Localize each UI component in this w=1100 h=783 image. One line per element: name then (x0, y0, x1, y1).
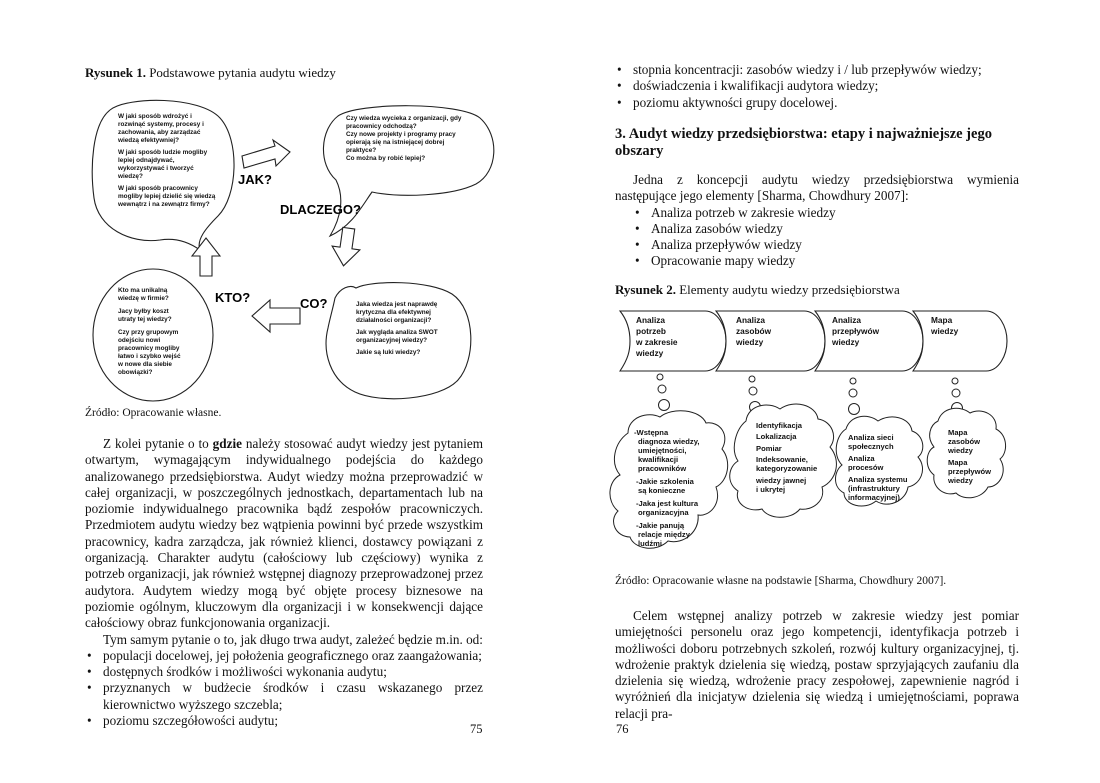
svg-text:utraty tej wiedzy?: utraty tej wiedzy? (118, 316, 172, 323)
svg-text:-Jakie panują: -Jakie panują (636, 521, 685, 530)
list-item: • dostępnych środków i możliwości wykonania audytu; (85, 664, 483, 680)
svg-text:obowiązki?: obowiązki? (118, 369, 153, 376)
right-intro-block (615, 172, 1019, 270)
svg-text:Analiza: Analiza (736, 315, 766, 325)
elements-list (615, 205, 1019, 270)
svg-text:ludźmi: ludźmi (638, 539, 663, 548)
svg-text:Co można by robić lepiej?: Co można by robić lepiej? (346, 155, 426, 162)
left-body-text (85, 436, 483, 729)
svg-text:przepływów: przepływów (948, 467, 992, 476)
svg-text:Kto ma unikalną: Kto ma unikalną (118, 287, 168, 294)
svg-text:organizacyjnej wiedzy?: organizacyjnej wiedzy? (356, 337, 428, 344)
svg-text:i ukrytej: i ukrytej (756, 485, 786, 494)
svg-text:Jacy byłby koszt: Jacy byłby koszt (118, 308, 169, 315)
right-page (550, 0, 1100, 783)
svg-text:krytyczna dla efektywnej: krytyczna dla efektywnej (356, 309, 431, 316)
right-bottom-paragraph: Celem wstępnej analizy potrzeb w zakresie wiedzy jest pomiar umiejętności personelu oraz jego kompetencji, identyfikacja potrzeb i możliwości doboru potrzebnych szkoleń, rozwój kultury organizacyjnej, tj. wdrożenie praktyk dzielenia się wiedzą, postaw sprzyjających zaufaniu dla dzielenia się wiedzą, wdrożenie pracy zespołowej, zapewnienie nagród i wyróżnień dla inicjatyw dzielenia się wiedzą i umiejętnościami, poprawa relacji pra- (615, 608, 1019, 721)
figure2-source: Źródło: Opracowanie własne na podstawie [Sharma, Chowdhury 2007]. (615, 575, 947, 587)
svg-text:kategoryzowanie: kategoryzowanie (756, 464, 818, 473)
svg-text:wiedzy: wiedzy (832, 337, 860, 347)
stage-2-shape (716, 311, 825, 371)
figure1-caption (85, 65, 336, 81)
svg-text:diagnoza wiedzy,: diagnoza wiedzy, (638, 437, 700, 446)
svg-text:umiejętności,: umiejętności, (638, 446, 687, 455)
svg-text:Analiza: Analiza (832, 315, 862, 325)
svg-text:pracownicy mogliby: pracownicy mogliby (118, 345, 180, 352)
svg-text:wiedzy: wiedzy (931, 326, 959, 336)
svg-text:opierają się na istniejącej do: opierają się na istniejącej dobrej (346, 139, 445, 146)
svg-text:W jaki sposób pracownicy: W jaki sposób pracownicy (118, 185, 198, 192)
figure1-caption-text: Podstawowe pytania audytu wiedzy (145, 65, 336, 80)
svg-text:zachowania, aby zarządzać: zachowania, aby zarządzać (118, 129, 201, 136)
list-item: • Analiza przepływów wiedzy (633, 237, 1019, 253)
left-paragraph-1: Z kolei pytanie o to gdzie należy stosować audyt wiedzy jest pytaniem otwartym, wymagającym indywidualnego podejścia do każdego analizowanego przedsiębiorstwa. Audyt wiedzy można przeprowadzić w całej organizacji, w poszczególnych jednostkach, departamentach lub na poziomie indywidualnego pracownika bądź zespołów pracowniczych. Przedmiotem audytu wiedzy bez wątpienia powinni być przede wszystkim pracownicy, kadra zarządcza, jak również klienci, dostawcy powiązani z organizacją. Charakter audytu (całościowy lub częściowy) wynika z potrzeb organizacji, jak również wstępnej diagnozy przeprowadzonej przez audytora. Audytem wiedzy mogą być objęte procesy biznesowe na poziomie ogólnym, kluczowym dla organizacji i w konsekwencji dające całościowy obraz funkcjonowania organizacji. (85, 436, 483, 631)
svg-text:-Jakie szkolenia: -Jakie szkolenia (636, 477, 694, 486)
list-item: • Analiza zasobów wiedzy (633, 221, 1019, 237)
page-number-left: 75 (470, 722, 483, 736)
arrow-jak-to-dlaczego (242, 140, 290, 168)
svg-text:procesów: procesów (848, 463, 884, 472)
svg-text:mogliby lepiej dzielić się wie: mogliby lepiej dzielić się wiedzą (118, 193, 216, 200)
svg-text:pracownicy odchodzą?: pracownicy odchodzą? (346, 123, 417, 130)
figure1-source: Źródło: Opracowanie własne. (85, 407, 222, 419)
svg-text:Czy nowe projekty i programy p: Czy nowe projekty i programy pracy (346, 131, 456, 138)
svg-text:wykorzystywać i tworzyć: wykorzystywać i tworzyć (118, 165, 194, 172)
list-item: • populacji docelowej, jej położenia geograficznego oraz zaangażowania; (85, 648, 483, 664)
svg-text:zasobów: zasobów (948, 437, 981, 446)
label-jak: JAK? (238, 172, 272, 187)
svg-text:wiedzy: wiedzy (636, 348, 664, 358)
section-heading: 3. Audyt wiedzy przedsiębiorstwa: etapy i najważniejsze jego obszary (615, 126, 992, 159)
svg-text:Mapa: Mapa (931, 315, 953, 325)
svg-text:w nowe dla siebie: w nowe dla siebie (118, 361, 172, 368)
list-item: • Opracowanie mapy wiedzy (633, 253, 1019, 269)
figure1-diagram (0, 88, 550, 408)
figure2-caption (615, 282, 900, 298)
svg-text:wiedzy: wiedzy (736, 337, 764, 347)
svg-text:Analiza: Analiza (636, 315, 666, 325)
svg-text:wiedzy: wiedzy (948, 446, 973, 455)
svg-text:(infrastruktury: (infrastruktury (848, 484, 900, 493)
svg-text:przepływów: przepływów (832, 326, 880, 336)
svg-text:praktyce?: praktyce? (346, 147, 377, 154)
left-paragraph-2: Tym samym pytanie o to, jak długo trwa audyt, zależeć będzie m.in. od: (103, 631, 483, 647)
svg-text:kwalifikacji: kwalifikacji (638, 455, 679, 464)
svg-text:relacje między: relacje między (638, 530, 690, 539)
figure1-caption-number: Rysunek 1. (85, 65, 146, 80)
figure2-caption-number: Rysunek 2. (615, 282, 676, 297)
svg-text:wiedzę w firmie?: wiedzę w firmie? (118, 295, 169, 302)
svg-text:Czy przy grupowym: Czy przy grupowym (118, 329, 179, 336)
left-bullet-list (85, 648, 483, 729)
svg-text:wiedzy jawnej: wiedzy jawnej (756, 476, 807, 485)
label-kto: KTO? (215, 290, 251, 305)
svg-text:wiedzy: wiedzy (948, 476, 973, 485)
svg-text:Analiza systemu: Analiza systemu (848, 475, 908, 484)
svg-text:organizacyjna: organizacyjna (638, 508, 689, 517)
svg-text:społecznych: społecznych (848, 442, 894, 451)
svg-text:Identyfikacja: Identyfikacja (756, 421, 803, 430)
list-item: • przyznanych w budżecie środków i czasu wskazanego przez kierownictwo wyższego szczebla; (85, 680, 483, 713)
svg-text:wiedzę?: wiedzę? (118, 173, 143, 180)
list-item: • poziomu aktywności grupy docelowej. (615, 95, 1015, 111)
list-item: • doświadczenia i kwalifikacji audytora wiedzy; (615, 78, 1015, 94)
svg-text:są konieczne: są konieczne (638, 486, 686, 495)
svg-text:-Wstępna: -Wstępna (634, 428, 669, 437)
svg-text:Analiza sieci: Analiza sieci (848, 433, 894, 442)
figure2-diagram (550, 305, 1100, 565)
svg-text:Indeksowanie,: Indeksowanie, (756, 455, 808, 464)
svg-text:zasobów: zasobów (736, 326, 772, 336)
svg-text:informacyjnej): informacyjnej) (848, 493, 900, 502)
label-co: CO? (300, 296, 328, 311)
list-item: • stopnia koncentracji: zasobów wiedzy i / lub przepływów wiedzy; (615, 62, 1015, 78)
svg-text:rozwinąć systemy, procesy i: rozwinąć systemy, procesy i (118, 121, 204, 128)
arrow-co-to-kto (252, 300, 300, 332)
svg-text:pracowników: pracowników (638, 464, 687, 473)
svg-text:Jaka wiedza jest naprawdę: Jaka wiedza jest naprawdę (356, 301, 438, 308)
svg-text:odejściu nowi: odejściu nowi (118, 337, 161, 344)
svg-text:działalności organizacji?: działalności organizacji? (356, 317, 432, 324)
svg-text:Lokalizacja: Lokalizacja (756, 432, 797, 441)
list-item: • poziomu szczegółowości audytu; (85, 713, 483, 729)
svg-text:Pomiar: Pomiar (756, 444, 782, 453)
svg-text:W jaki sposób wdrożyć i: W jaki sposób wdrożyć i (118, 113, 192, 120)
svg-text:Jakie są luki wiedzy?: Jakie są luki wiedzy? (356, 349, 421, 356)
list-item: • Analiza potrzeb w zakresie wiedzy (633, 205, 1019, 221)
svg-text:Mapa: Mapa (948, 428, 968, 437)
svg-text:Analiza: Analiza (848, 454, 875, 463)
right-top-bullets (615, 62, 1015, 111)
svg-text:lepiej odnajdywać,: lepiej odnajdywać, (118, 157, 175, 164)
svg-text:-Jaka jest kultura: -Jaka jest kultura (636, 499, 699, 508)
right-intro-paragraph: Jedna z koncepcji audytu wiedzy przedsiębiorstwa wymienia następujące jego elementy [Sharma, Chowdhury 2007]: (615, 172, 1019, 204)
svg-text:wewnątrz i na zewnątrz firmy?: wewnątrz i na zewnątrz firmy? (118, 201, 210, 208)
svg-text:Jak wygląda analiza SWOT: Jak wygląda analiza SWOT (356, 329, 438, 336)
svg-text:w zakresie: w zakresie (636, 337, 678, 347)
stage-4-shape (913, 311, 1007, 371)
svg-text:Czy wiedza wycieka z organizac: Czy wiedza wycieka z organizacji, gdy (346, 115, 462, 122)
svg-text:łatwo i szybko wejść: łatwo i szybko wejść (118, 353, 181, 360)
svg-text:potrzeb: potrzeb (636, 326, 666, 336)
svg-text:Mapa: Mapa (948, 458, 968, 467)
svg-text:wiedzą efektywniej?: wiedzą efektywniej? (118, 137, 180, 144)
svg-text:W jaki sposób ludzie mogliby: W jaki sposób ludzie mogliby (118, 149, 208, 156)
label-dlaczego: DLACZEGO? (280, 202, 361, 217)
page-number-right: 76 (616, 722, 629, 736)
figure2-caption-text: Elementy audytu wiedzy przedsiębiorstwa (675, 282, 900, 297)
